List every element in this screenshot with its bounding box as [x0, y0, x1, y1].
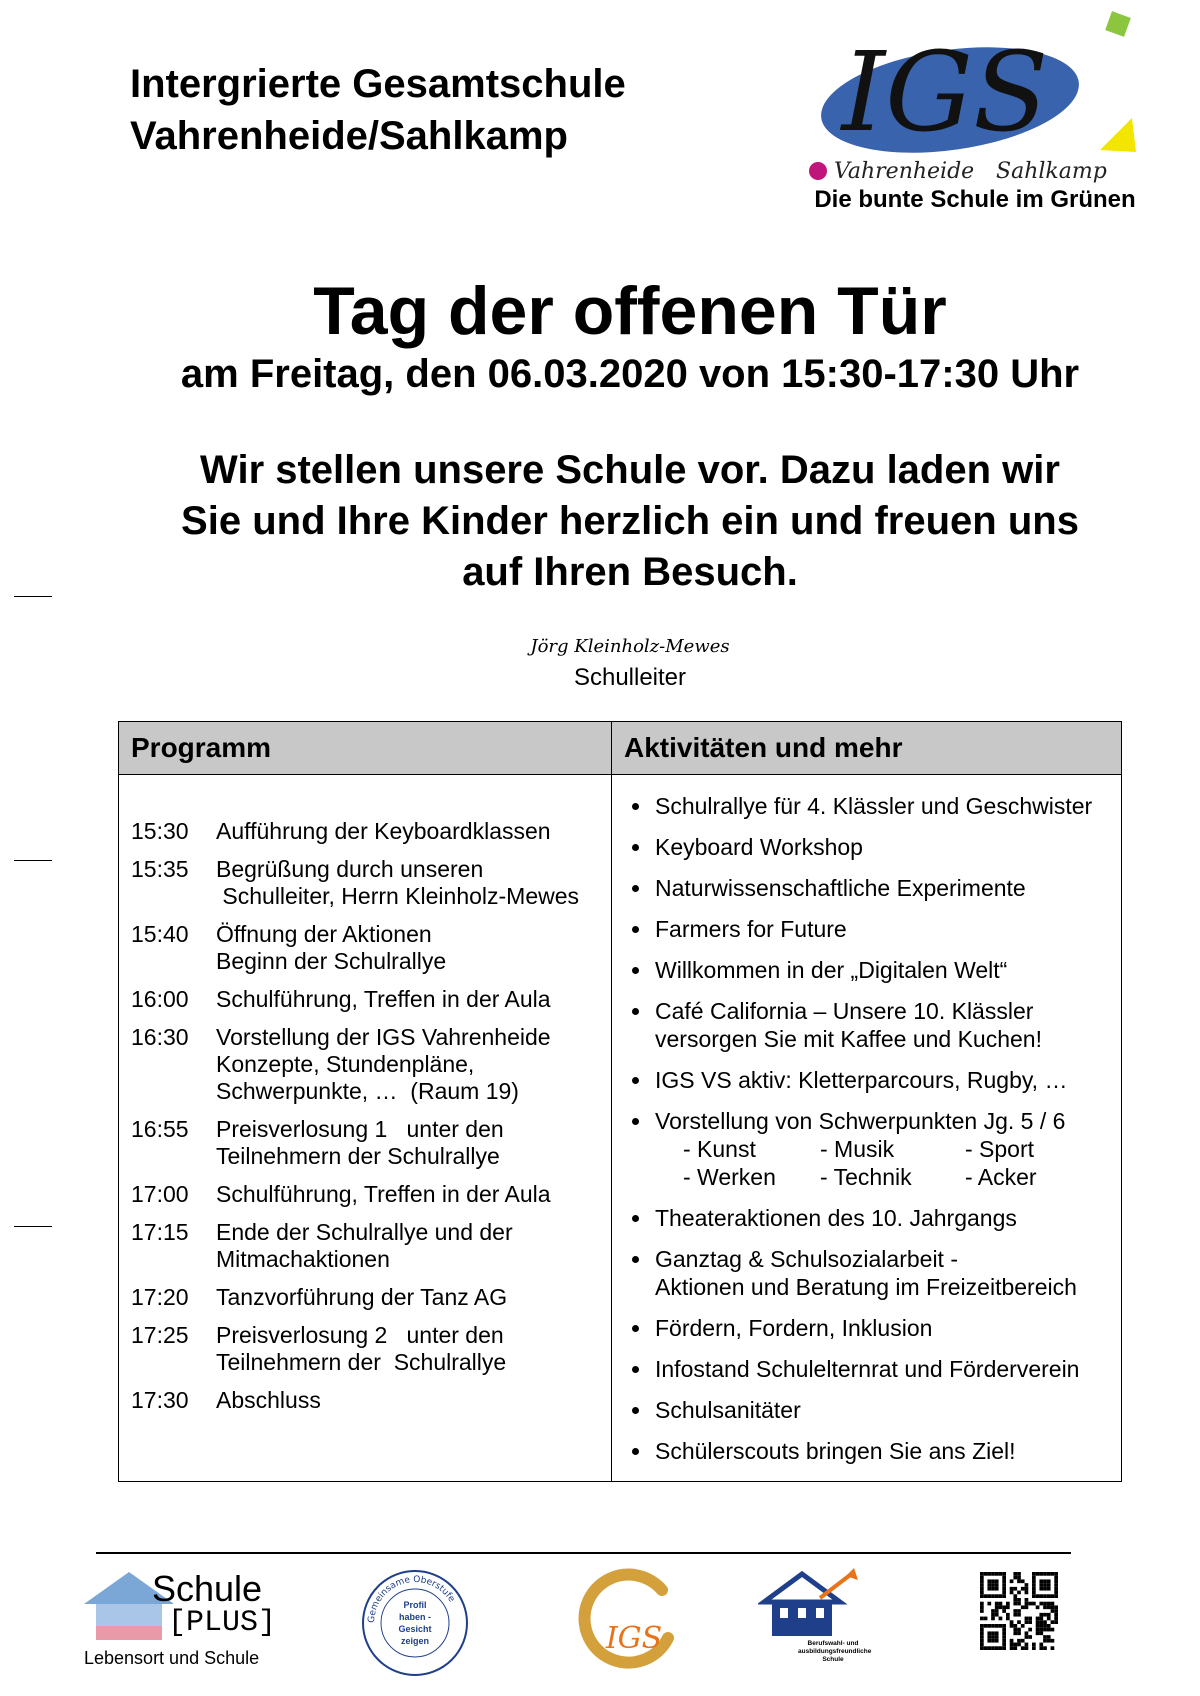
program-description-line: Vorstellung der IGS Vahrenheide	[216, 1024, 551, 1050]
activity-line: Theateraktionen des 10. Jahrgangs	[655, 1205, 1017, 1231]
program-description	[216, 1322, 506, 1376]
activity-line: Aktionen und Beratung im Freizeitbereich	[655, 1274, 1077, 1300]
program-time: 15:30	[131, 818, 189, 844]
program-row	[131, 921, 601, 975]
invitation-line1: Wir stellen unsere Schule vor. Dazu laden wir	[200, 448, 1060, 492]
career-caption	[798, 1640, 872, 1664]
program-row	[131, 986, 601, 1013]
program-row	[131, 818, 601, 845]
activity-subject: - Technik	[820, 1164, 912, 1190]
program-description-line: Tanzvorführung der Tanz AG	[216, 1284, 508, 1310]
program-row	[131, 1116, 601, 1170]
program-time: 15:40	[131, 921, 189, 947]
invitation-text	[100, 445, 1160, 598]
activity-subjects	[655, 1135, 1114, 1191]
program-description-line: Abschluss	[216, 1387, 321, 1413]
oberstufe-seal	[360, 1568, 470, 1678]
school-motto: Die bunte Schule im Grünen	[814, 186, 1136, 213]
program-row	[131, 1387, 601, 1414]
logo-green-square	[1105, 11, 1131, 37]
seal-line4: zeigen	[400, 1636, 430, 1646]
invitation-line2: Sie und Ihre Kinder herzlich ein und freuen uns	[181, 499, 1079, 543]
logo-sub-left: Vahrenheide	[834, 159, 975, 184]
program-description	[216, 1116, 504, 1170]
program-description	[216, 1387, 321, 1414]
activity-line: Vorstellung von Schwerpunkten Jg. 5 / 6	[655, 1108, 1066, 1134]
career-school-badge	[758, 1568, 872, 1678]
activity-item	[629, 1355, 1114, 1383]
program-description	[216, 1219, 513, 1273]
activity-line: Naturwissenschaftliche Experimente	[655, 875, 1026, 901]
program-description-line: Teilnehmern der Schulrallye	[216, 1143, 500, 1169]
program-description-line: Beginn der Schulrallye	[216, 948, 447, 974]
footer-divider	[96, 1552, 1071, 1554]
activity-item	[629, 1245, 1114, 1301]
program-description	[216, 1181, 551, 1208]
activity-line: Café California – Unsere 10. Klässler	[655, 998, 1034, 1024]
program-list	[131, 818, 601, 1425]
activity-line: Fördern, Fordern, Inklusion	[655, 1315, 933, 1341]
program-time: 16:00	[131, 986, 189, 1012]
school-name-line1: Intergrierte Gesamtschule	[130, 62, 626, 106]
program-description	[216, 1024, 551, 1105]
page-title: Tag der offenen Tür	[313, 273, 947, 349]
table-header	[119, 722, 1121, 775]
program-description-line: Begrüßung durch unseren	[216, 856, 484, 882]
program-description-line: Schulleiter, Herrn Kleinholz-Mewes	[216, 883, 580, 909]
igs-logo	[800, 10, 1145, 185]
program-row	[131, 856, 601, 910]
program-row	[131, 1284, 601, 1311]
career-house-icon	[758, 1568, 858, 1640]
activity-subject: - Musik	[820, 1136, 895, 1162]
program-description	[216, 1284, 507, 1311]
program-description-line: Ende der Schulrallye und der	[216, 1219, 513, 1245]
column-divider	[611, 722, 612, 1481]
program-row	[131, 1024, 601, 1105]
school-name-line2: Vahrenheide/Sahlkamp	[130, 114, 568, 158]
event-date: am Freitag, den 06.03.2020 von 15:30-17:30 Uhr	[180, 352, 1080, 396]
activities-column-header: Aktivitäten und mehr	[624, 732, 903, 763]
activity-item	[629, 997, 1114, 1053]
program-description-line: Schulführung, Treffen in der Aula	[216, 986, 551, 1012]
activity-subject: - Acker	[965, 1164, 1037, 1190]
program-time: 16:55	[131, 1116, 189, 1142]
signature: Jörg Kleinholz-Mewes	[530, 636, 730, 657]
schule-plus-title: Schule	[152, 1568, 263, 1609]
activity-item	[629, 956, 1114, 984]
activity-item	[629, 1066, 1114, 1094]
activity-line: versorgen Sie mit Kaffee und Kuchen!	[655, 1026, 1042, 1052]
activity-line: Schülerscouts bringen Sie ans Ziel!	[655, 1438, 1016, 1464]
program-description-line: Mitmachaktionen	[216, 1246, 390, 1272]
activity-line: Willkommen in der „Digitalen Welt“	[655, 957, 1008, 983]
igs-emblem	[572, 1568, 682, 1678]
program-row	[131, 1219, 601, 1273]
program-time: 17:20	[131, 1284, 189, 1310]
activity-item	[629, 1107, 1114, 1191]
career-caption-line2: ausbildungsfreundliche	[798, 1648, 872, 1655]
schule-plus-caption: Lebensort und Schule	[84, 1648, 260, 1668]
seal-line3: Gesicht	[398, 1624, 432, 1634]
signer-role: Schulleiter	[573, 664, 687, 691]
seal-line1: Profil	[403, 1600, 427, 1610]
logo-yellow-triangle	[1100, 118, 1136, 152]
activity-subject: - Sport	[965, 1136, 1035, 1162]
program-row	[131, 1322, 601, 1376]
program-time: 16:30	[131, 1024, 189, 1050]
program-time: 17:00	[131, 1181, 189, 1207]
activity-line: Farmers for Future	[655, 916, 847, 942]
activity-item	[629, 833, 1114, 861]
schedule-table	[118, 721, 1122, 1482]
logo-pink-dot	[809, 162, 827, 180]
seal-ring-text: Gemeinsame Oberstufe	[366, 1574, 457, 1624]
activity-line: Schulsanitäter	[655, 1397, 801, 1423]
activity-line: IGS VS aktiv: Kletterparcours, Rugby, …	[655, 1067, 1068, 1093]
igs-emblem-letters: IGS	[605, 1621, 663, 1656]
activity-subject: - Werken	[683, 1164, 776, 1190]
program-description-line: Teilnehmern der Schulrallye	[216, 1349, 507, 1375]
activity-item	[629, 792, 1114, 820]
program-description-line: Schwerpunkte, … (Raum 19)	[216, 1078, 519, 1104]
activity-item	[629, 1204, 1114, 1232]
logo-sub-right: Sahlkamp	[996, 159, 1107, 184]
activity-line: Keyboard Workshop	[655, 834, 863, 860]
program-time: 17:15	[131, 1219, 189, 1245]
schule-plus-logo	[84, 1568, 277, 1673]
career-caption-line1: Berufswahl- und	[807, 1640, 859, 1647]
activities-list	[629, 792, 1114, 1478]
activity-line: Ganztag & Schulsozialarbeit -	[655, 1246, 958, 1272]
margin-mark	[14, 596, 52, 597]
activity-item	[629, 874, 1114, 902]
program-description	[216, 986, 551, 1013]
activity-item	[629, 915, 1114, 943]
activity-item	[629, 1396, 1114, 1424]
program-description	[216, 818, 551, 845]
program-description-line: Preisverlosung 1 unter den	[216, 1116, 504, 1142]
schule-plus-bracket: [PLUS]	[168, 1606, 277, 1640]
program-description-line: Aufführung der Keyboardklassen	[216, 818, 551, 844]
invitation-line3: auf Ihren Besuch.	[462, 550, 798, 594]
margin-mark	[14, 1226, 52, 1227]
program-description	[216, 921, 446, 975]
program-time: 15:35	[131, 856, 189, 882]
program-column-header: Programm	[131, 732, 272, 763]
program-description-line: Konzepte, Stundenpläne,	[216, 1051, 475, 1077]
seal-line2: haben -	[398, 1612, 432, 1622]
activity-item	[629, 1314, 1114, 1342]
program-description	[216, 856, 579, 910]
qr-code[interactable]	[980, 1572, 1058, 1650]
program-description-line: Schulführung, Treffen in der Aula	[216, 1181, 551, 1207]
margin-mark	[14, 860, 52, 861]
career-caption-line3: Schule	[822, 1656, 844, 1663]
program-description-line: Preisverlosung 2 unter den	[216, 1322, 504, 1348]
activity-subject: - Kunst	[683, 1136, 756, 1162]
activity-line: Schulrallye für 4. Klässler und Geschwister	[655, 793, 1093, 819]
logo-letters: IGS	[841, 28, 1049, 156]
program-time: 17:25	[131, 1322, 189, 1348]
program-row	[131, 1181, 601, 1208]
program-description-line: Öffnung der Aktionen	[216, 921, 432, 947]
school-name	[130, 58, 626, 162]
activity-item	[629, 1437, 1114, 1465]
program-time: 17:30	[131, 1387, 189, 1413]
activity-line: Infostand Schulelternrat und Förderverein	[655, 1356, 1080, 1382]
